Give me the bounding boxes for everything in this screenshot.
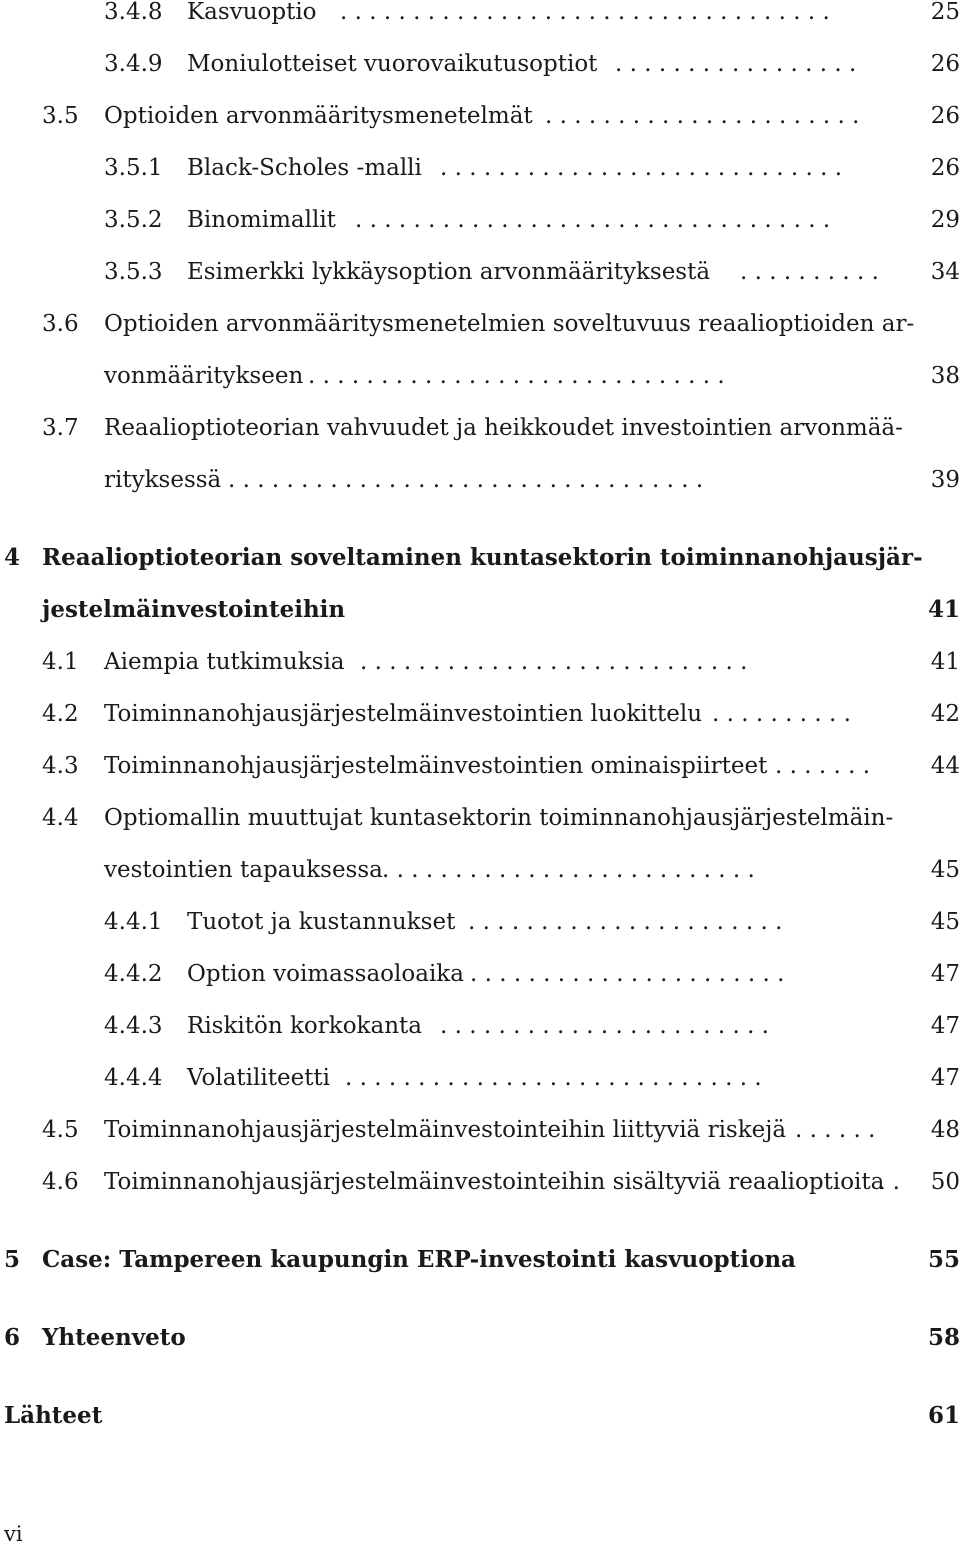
toc-title: Tuotot ja kustannukset [187, 909, 456, 935]
toc-entry[interactable] [0, 1164, 960, 1200]
toc-number: 3.5.3 [104, 259, 163, 285]
toc-chapter-entry[interactable] [0, 1242, 960, 1278]
toc-entry-continuation[interactable] [0, 462, 960, 498]
toc-page: 47 [930, 1065, 960, 1091]
toc-title-line2: vonmääritykseen [104, 363, 304, 389]
toc-number: 3.5.1 [104, 155, 163, 181]
toc-entry[interactable] [0, 46, 960, 82]
toc-entry-continuation[interactable] [0, 852, 960, 888]
toc-title-line1: Reaalioptioteorian vahvuudet ja heikkoudet investointien arvonmää- [104, 415, 903, 441]
toc-page: 26 [930, 51, 960, 77]
toc-leader-dots: . . . . . . . . . . . . . . . . . . . . . . . . . . . . . . . . . [355, 207, 831, 233]
toc-number: 4.2 [42, 701, 79, 727]
toc-number: 4.4.3 [104, 1013, 163, 1039]
toc-page: 61 [927, 1402, 960, 1429]
toc-leader-dots: . . . . . . . . . . . . . . . . . . . . . . . . . . . [360, 649, 748, 675]
toc-number: 3.4.8 [104, 0, 163, 25]
toc-title: Optioiden arvonmääritysmenetelmät [104, 103, 533, 129]
toc-leader-dots: . . [878, 1169, 900, 1195]
toc-leader-dots: . . . . . . . . . . . . . . . . . . . . . . . . . . . . . [345, 1065, 762, 1091]
toc-title: Black-Scholes -malli [187, 155, 422, 181]
toc-title: Riskitön korkokanta [187, 1013, 422, 1039]
toc-entry[interactable] [0, 1060, 960, 1096]
toc-title: Toiminnanohjausjärjestelmäinvestointien luokittelu [104, 701, 703, 727]
toc-entry[interactable] [0, 644, 960, 680]
toc-page: 44 [930, 753, 960, 779]
toc-number: 3.7 [42, 415, 79, 441]
toc-title-line1: Optiomallin muuttujat kuntasektorin toiminnanohjausjärjestelmäin- [104, 805, 894, 831]
toc-leader-dots: . . . . . . . . . . . . . . . . . . . . . . . . . . . . . . . . . [228, 467, 704, 493]
toc-entry-continuation[interactable] [0, 358, 960, 394]
toc-number: 5 [4, 1246, 21, 1273]
toc-title: Moniulotteiset vuorovaikutusoptiot [187, 51, 598, 77]
toc-entry[interactable] [0, 306, 960, 342]
toc-title-line2: vestointien tapauksessa [104, 857, 383, 883]
toc-title: Lähteet [4, 1402, 103, 1429]
toc-entry[interactable] [0, 904, 960, 940]
toc-entry[interactable] [0, 956, 960, 992]
toc-leader-dots: . . . . . . . . . . . . . . . . . . . . . . . [440, 1013, 769, 1039]
toc-chapter-entry[interactable] [0, 540, 960, 576]
toc-entry[interactable] [0, 202, 960, 238]
toc-entry[interactable] [0, 748, 960, 784]
toc-page: 47 [930, 961, 960, 987]
toc-chapter-entry[interactable] [0, 1320, 960, 1356]
toc-leader-dots: . . . . . . . . . . . . . . . . . . . . . . [468, 909, 783, 935]
toc-title: Toiminnanohjausjärjestelmäinvestointeihin sisältyviä reaalioptioita [104, 1169, 885, 1195]
toc-number: 3.5 [42, 103, 79, 129]
toc-number: 4.4.4 [104, 1065, 163, 1091]
toc-entry[interactable] [0, 150, 960, 186]
toc-page: 25 [930, 0, 960, 25]
toc-page: 26 [930, 155, 960, 181]
toc-page: 41 [930, 649, 960, 675]
toc-title: Yhteenveto [42, 1324, 186, 1351]
toc-number: 4.3 [42, 753, 79, 779]
toc-number: 4.4.2 [104, 961, 163, 987]
toc-number: 4.4 [42, 805, 79, 831]
toc-page: 48 [930, 1117, 960, 1143]
toc-chapter-entry[interactable] [0, 1398, 960, 1434]
toc-page: 45 [930, 857, 960, 883]
toc-title-line2: rityksessä [104, 467, 222, 493]
toc-title: Option voimassaoloaika [187, 961, 464, 987]
toc-title-line1: Reaalioptioteorian soveltaminen kuntasektorin toiminnanohjausjär- [42, 544, 923, 571]
toc-number: 4.6 [42, 1169, 79, 1195]
toc-title-line1: Optioiden arvonmääritysmenetelmien soveltuvuus reaalioptioiden ar- [104, 311, 915, 337]
page-number: vi [4, 1522, 23, 1546]
toc-number: 3.4.9 [104, 51, 163, 77]
toc-leader-dots: . . . . . . . . . . . . . . . . . . . . . . . . . . . . . [308, 363, 725, 389]
toc-title: Toiminnanohjausjärjestelmäinvestointeihin liittyviä riskejä [104, 1117, 787, 1143]
toc-leader-dots: . . . . . . . . . . [712, 701, 851, 727]
toc-entry[interactable] [0, 254, 960, 290]
toc-leader-dots: . . . . . . . . . . . . . . . . . . . . . . [545, 103, 860, 129]
toc-number: 4.4.1 [104, 909, 163, 935]
toc-number: 3.6 [42, 311, 79, 337]
toc-title: Aiempia tutkimuksia [104, 649, 345, 675]
toc-entry[interactable] [0, 410, 960, 446]
toc-number: 3.5.2 [104, 207, 163, 233]
toc-entry[interactable] [0, 800, 960, 836]
toc-number: 4.5 [42, 1117, 79, 1143]
toc-page: 29 [930, 207, 960, 233]
toc-leader-dots: . . . . . . [795, 1117, 876, 1143]
toc-entry[interactable] [0, 696, 960, 732]
toc-page: 45 [930, 909, 960, 935]
toc-title: Esimerkki lykkäysoption arvonmäärityksestä [187, 259, 711, 285]
toc-leader-dots: . . . . . . . . . . . . . . . . . . . . . . [470, 961, 785, 987]
toc-leader-dots: . . . . . . . . . . . . . . . . . . . . . . . . . . . . [440, 155, 843, 181]
toc-page: 50 [930, 1169, 960, 1195]
toc-title-line2: jestelmäinvestointeihin [42, 596, 346, 623]
toc-number: 4 [4, 544, 21, 571]
toc-page: 26 [930, 103, 960, 129]
toc-page: 55 [927, 1246, 960, 1273]
toc-entry[interactable] [0, 1008, 960, 1044]
toc-title: Volatiliteetti [187, 1065, 331, 1091]
toc-entry[interactable] [0, 1112, 960, 1148]
toc-number: 6 [4, 1324, 21, 1351]
toc-page: 38 [930, 363, 960, 389]
toc-page: 58 [927, 1324, 960, 1351]
toc-page: 34 [930, 259, 960, 285]
toc-title: Binomimallit [187, 207, 336, 233]
toc-page: 41 [927, 596, 960, 623]
toc-entry[interactable] [0, 98, 960, 134]
toc-leader-dots: . . . . . . . . . . [740, 259, 879, 285]
toc-entry[interactable] [0, 0, 960, 30]
toc-leader-dots: . . . . . . . . . . . . . . . . . . . . . . . . . . [382, 857, 755, 883]
toc-page: 39 [930, 467, 960, 493]
toc-page: 47 [930, 1013, 960, 1039]
toc-leader-dots: . . . . . . . [775, 753, 871, 779]
toc-chapter-continuation[interactable] [0, 592, 960, 628]
toc-page: 42 [930, 701, 960, 727]
toc-leader-dots: . . . . . . . . . . . . . . . . . . . . . . . . . . . . . . . . . . [340, 0, 830, 25]
toc-leader-dots: . . . . . . . . . . . . . . . . . [615, 51, 857, 77]
toc-title: Kasvuoptio [187, 0, 317, 25]
toc-title: Toiminnanohjausjärjestelmäinvestointien ominaispiirteet [104, 753, 768, 779]
toc-title: Case: Tampereen kaupungin ERP-investointi kasvuoptiona [42, 1246, 796, 1273]
toc-number: 4.1 [42, 649, 79, 675]
